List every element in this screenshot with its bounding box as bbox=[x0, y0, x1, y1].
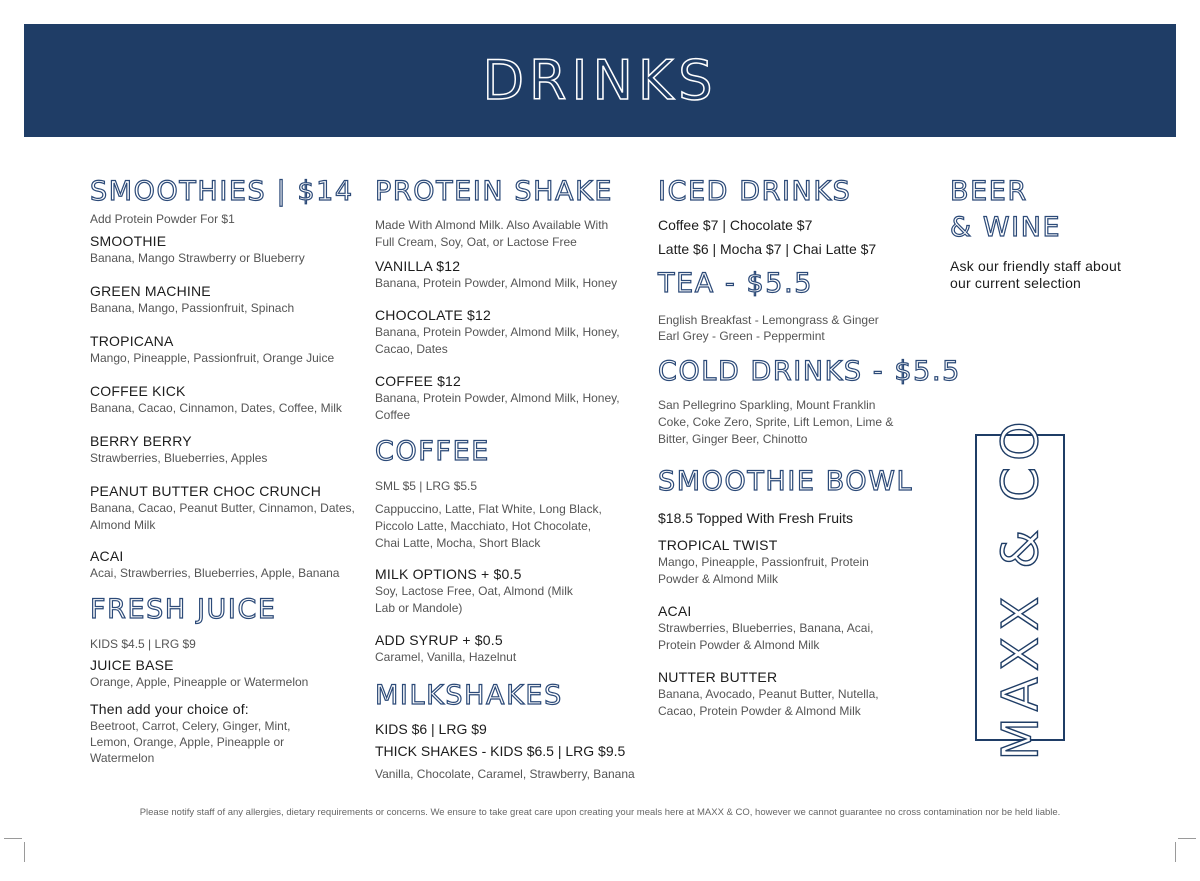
column-beer-wine bbox=[950, 176, 1160, 292]
crop-mark bbox=[1178, 838, 1196, 839]
menu-item bbox=[90, 657, 360, 691]
beer-title-line2: & WINE bbox=[950, 212, 1062, 243]
crop-mark bbox=[1175, 842, 1176, 862]
menu-item bbox=[375, 566, 645, 617]
menu-item bbox=[90, 233, 360, 267]
milkshakes-desc: Vanilla, Chocolate, Caramel, Strawberry, Banana bbox=[375, 767, 635, 781]
tea-title: TEA - $5.5 bbox=[658, 268, 814, 299]
cold-desc: San Pellegrino Sparkling, Mount Franklin Coke, Coke Zero, Sprite, Lift Lemon, Lime & Bitter, Ginger Beer, Chinotto bbox=[658, 398, 894, 446]
item-name: VANILLA $12 bbox=[375, 258, 461, 274]
juice-title: FRESH JUICE bbox=[90, 594, 277, 625]
milkshakes-line1: KIDS $6 | LRG $9 bbox=[375, 721, 487, 737]
item-name: NUTTER BUTTER bbox=[658, 669, 778, 685]
menu-item bbox=[90, 383, 360, 417]
column-smoothies bbox=[90, 176, 360, 766]
menu-item bbox=[90, 433, 360, 467]
item-name: Then add your choice of: bbox=[90, 701, 249, 717]
item-desc: Strawberries, Blueberries, Banana, Acai, Protein Powder & Almond Milk bbox=[658, 621, 874, 652]
item-name: TROPICANA bbox=[90, 333, 174, 349]
cold-title: COLD DRINKS - $5.5 bbox=[658, 356, 961, 387]
menu-item bbox=[658, 603, 943, 654]
column-iced-tea-cold-bowl bbox=[658, 176, 961, 720]
beer-desc: Ask our friendly staff about our current selection bbox=[950, 258, 1122, 291]
brand-logo: MAXX & CO bbox=[991, 415, 1049, 760]
smoothies-note: Add Protein Powder For $1 bbox=[90, 212, 235, 226]
smoothies-title: SMOOTHIES | $14 bbox=[90, 176, 354, 207]
item-desc: Banana, Cacao, Peanut Butter, Cinnamon, Dates, Almond Milk bbox=[90, 501, 355, 532]
item-desc: Banana, Protein Powder, Almond Milk, Honey bbox=[375, 276, 618, 290]
item-name: GREEN MACHINE bbox=[90, 283, 211, 299]
milkshakes-line2: THICK SHAKES - KIDS $6.5 | LRG $9.5 bbox=[375, 743, 626, 759]
item-desc: Banana, Mango, Passionfruit, Spinach bbox=[90, 301, 295, 315]
item-desc: Mango, Pineapple, Passionfruit, Protein Powder & Almond Milk bbox=[658, 555, 869, 586]
crop-mark bbox=[24, 842, 25, 862]
item-desc: Soy, Lactose Free, Oat, Almond (Milk Lab or Mandole) bbox=[375, 584, 573, 615]
item-name: JUICE BASE bbox=[90, 657, 174, 673]
item-name: COFFEE KICK bbox=[90, 383, 186, 399]
menu-item bbox=[90, 548, 360, 582]
item-desc: Banana, Cacao, Cinnamon, Dates, Coffee, Milk bbox=[90, 401, 342, 415]
item-desc: Orange, Apple, Pineapple or Watermelon bbox=[90, 675, 309, 689]
item-desc: Banana, Protein Powder, Almond Milk, Honey, Cacao, Dates bbox=[375, 325, 620, 356]
menu-item bbox=[375, 258, 645, 292]
item-desc: Beetroot, Carrot, Celery, Ginger, Mint, Lemon, Orange, Apple, Pineapple or Watermelon bbox=[90, 719, 291, 765]
page-title: DRINKS bbox=[482, 49, 718, 112]
item-name: MILK OPTIONS + $0.5 bbox=[375, 566, 522, 582]
item-name: CHOCOLATE $12 bbox=[375, 307, 491, 323]
iced-line2: Latte $6 | Mocha $7 | Chai Latte $7 bbox=[658, 241, 877, 257]
item-name: ADD SYRUP + $0.5 bbox=[375, 632, 503, 648]
milkshakes-title: MILKSHAKES bbox=[375, 680, 563, 711]
coffee-title: COFFEE bbox=[375, 436, 490, 467]
protein-note: Made With Almond Milk. Also Available With Full Cream, Soy, Oat, or Lactose Free bbox=[375, 218, 609, 249]
item-name: ACAI bbox=[90, 548, 124, 564]
item-name: BERRY BERRY bbox=[90, 433, 192, 449]
beer-title-line1: BEER bbox=[950, 176, 1028, 207]
menu-item bbox=[90, 701, 360, 766]
menu-item bbox=[658, 669, 943, 720]
menu-item bbox=[375, 307, 645, 358]
item-desc: Banana, Avocado, Peanut Butter, Nutella, Cacao, Protein Powder & Almond Milk bbox=[658, 687, 879, 718]
item-desc: Banana, Protein Powder, Almond Milk, Honey, Coffee bbox=[375, 391, 620, 422]
crop-mark bbox=[4, 838, 22, 839]
coffee-list: Cappuccino, Latte, Flat White, Long Black, Piccolo Latte, Macchiato, Hot Chocolate, Chai Latte, Mocha, Short Black bbox=[375, 502, 602, 550]
item-name: ACAI bbox=[658, 603, 692, 619]
item-name: COFFEE $12 bbox=[375, 373, 462, 389]
menu-item bbox=[375, 632, 645, 666]
tea-desc: English Breakfast - Lemongrass & Ginger Earl Grey - Green - Peppermint bbox=[658, 313, 879, 343]
protein-title: PROTEIN SHAKE bbox=[375, 176, 614, 207]
allergy-disclaimer: Please notify staff of any allergies, dietary requirements or concerns. We ensure to take great care upon creating your meals here at MAXX & CO, however we cannot guarantee no cross contamination nor be held liable. bbox=[139, 807, 1061, 818]
menu-item bbox=[90, 283, 360, 317]
menu-item bbox=[90, 333, 360, 367]
menu-item bbox=[90, 483, 360, 534]
column-protein-coffee bbox=[375, 176, 645, 783]
iced-line1: Coffee $7 | Chocolate $7 bbox=[658, 217, 813, 233]
item-desc: Strawberries, Blueberries, Apples bbox=[90, 451, 268, 465]
bowl-title: SMOOTHIE BOWL bbox=[658, 466, 914, 497]
item-desc: Banana, Mango Strawberry or Blueberry bbox=[90, 251, 305, 265]
menu-item bbox=[658, 537, 943, 588]
menu-item bbox=[375, 373, 645, 424]
item-desc: Caramel, Vanilla, Hazelnut bbox=[375, 650, 517, 664]
item-name: PEANUT BUTTER CHOC CRUNCH bbox=[90, 483, 322, 499]
iced-title: ICED DRINKS bbox=[658, 176, 852, 207]
item-name: SMOOTHIE bbox=[90, 233, 167, 249]
juice-note: KIDS $4.5 | LRG $9 bbox=[90, 637, 196, 651]
brand-logo-box bbox=[975, 415, 1065, 760]
item-name: TROPICAL TWIST bbox=[658, 537, 778, 553]
header-banner bbox=[24, 24, 1176, 137]
item-desc: Mango, Pineapple, Passionfruit, Orange Juice bbox=[90, 351, 335, 365]
item-desc: Acai, Strawberries, Blueberries, Apple, Banana bbox=[90, 566, 340, 580]
bowl-note: $18.5 Topped With Fresh Fruits bbox=[658, 510, 854, 526]
coffee-note: SML $5 | LRG $5.5 bbox=[375, 479, 478, 493]
